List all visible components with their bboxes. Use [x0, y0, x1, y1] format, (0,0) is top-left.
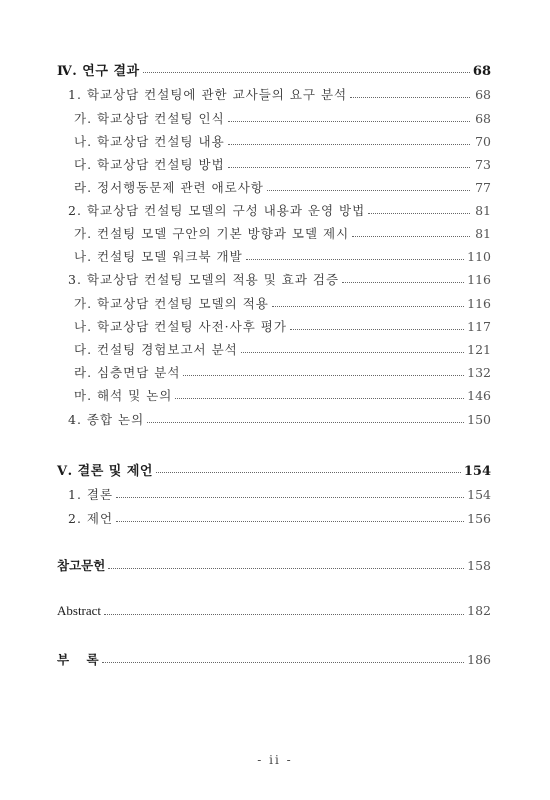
toc-page-number: 68 — [472, 64, 491, 79]
toc-page-number: 77 — [475, 180, 491, 195]
toc-subsection[interactable] — [57, 294, 491, 312]
toc-label: Ⅴ. 결론 및 제언 — [57, 464, 153, 479]
toc-page-number: 81 — [475, 203, 491, 218]
leader-dots — [102, 662, 465, 663]
leader-dots — [104, 614, 464, 615]
toc-label: 부 록 — [57, 652, 99, 667]
toc-label: 2. 제언 — [68, 511, 114, 526]
toc-label: 마. 해석 및 논의 — [74, 388, 173, 403]
toc-subsection[interactable] — [57, 363, 491, 381]
toc-label: 다. 학교상담 컨설팅 방법 — [74, 157, 225, 172]
toc-label: 라. 심층면담 분석 — [74, 365, 181, 380]
toc-section[interactable] — [57, 270, 491, 288]
toc-page-number: 156 — [467, 511, 491, 526]
toc-page-number: 154 — [467, 487, 491, 502]
leader-dots — [116, 521, 464, 522]
toc-section[interactable] — [57, 201, 491, 219]
toc-label: 3. 학교상담 컨설팅 모델의 적용 및 효과 검증 — [68, 272, 340, 287]
toc-page-number: 110 — [467, 249, 491, 264]
leader-dots — [228, 144, 470, 145]
toc-page-number: 81 — [475, 226, 491, 241]
toc-subsection[interactable] — [57, 386, 491, 404]
toc-label: 2. 학교상담 컨설팅 모델의 구성 내용과 운영 방법 — [68, 203, 366, 218]
toc-page-number: 182 — [467, 603, 491, 618]
toc-section[interactable] — [57, 485, 491, 503]
toc-references[interactable] — [57, 556, 491, 574]
toc-label: 1. 결론 — [68, 487, 114, 502]
leader-dots — [290, 329, 464, 330]
leader-dots — [183, 375, 464, 376]
leader-dots — [350, 97, 470, 98]
leader-dots — [342, 282, 464, 283]
leader-dots — [175, 398, 464, 399]
toc-subsection[interactable] — [57, 155, 491, 173]
leader-dots — [143, 72, 470, 73]
toc-label: 참고문헌 — [57, 558, 106, 573]
toc-page-number: 158 — [467, 558, 491, 573]
toc-chapter-5[interactable] — [57, 460, 491, 479]
toc-page-number: 150 — [467, 412, 491, 427]
toc-chapter-4[interactable] — [57, 60, 491, 79]
toc-page-number: 70 — [475, 134, 491, 149]
leader-dots — [108, 568, 464, 569]
toc-section[interactable] — [57, 509, 491, 527]
toc-page-number: 121 — [467, 342, 491, 357]
page-number-footer: - ii - — [257, 753, 293, 767]
toc-label: 나. 컨설팅 모델 워크북 개발 — [74, 249, 243, 264]
leader-dots — [241, 352, 464, 353]
leader-dots — [156, 472, 461, 473]
toc-label: 4. 종합 논의 — [68, 412, 145, 427]
toc-section[interactable] — [57, 410, 491, 428]
toc-subsection[interactable] — [57, 109, 491, 127]
leader-dots — [267, 190, 470, 191]
toc-subsection[interactable] — [57, 247, 491, 265]
toc-label: Ⅳ. 연구 결과 — [57, 64, 140, 79]
toc-label: 가. 학교상담 컨설팅 인식 — [74, 111, 225, 126]
leader-dots — [352, 236, 470, 237]
toc-appendix[interactable] — [57, 650, 491, 668]
toc-label: Abstract — [57, 603, 102, 618]
toc-page-number: 132 — [467, 365, 491, 380]
toc-subsection[interactable] — [57, 317, 491, 335]
toc-page-number: 116 — [467, 296, 491, 311]
toc-subsection[interactable] — [57, 178, 491, 196]
leader-dots — [272, 306, 464, 307]
leader-dots — [368, 213, 470, 214]
toc-label: 나. 학교상담 컨설팅 사전·사후 평가 — [74, 319, 287, 334]
toc-page-number: 116 — [467, 272, 491, 287]
toc-label: 가. 컨설팅 모델 구안의 기본 방향과 모델 제시 — [74, 226, 350, 241]
toc-subsection[interactable] — [57, 224, 491, 242]
toc-page-number: 117 — [467, 319, 491, 334]
toc-page-number: 73 — [475, 157, 491, 172]
toc-page-number: 146 — [467, 388, 491, 403]
toc-label: 1. 학교상담 컨설팅에 관한 교사들의 요구 분석 — [68, 87, 348, 102]
leader-dots — [116, 497, 464, 498]
toc-subsection[interactable] — [57, 132, 491, 150]
leader-dots — [147, 422, 464, 423]
toc-subsection[interactable] — [57, 340, 491, 358]
leader-dots — [228, 167, 470, 168]
toc-page-number: 68 — [475, 87, 491, 102]
toc-page-number: 68 — [475, 111, 491, 126]
leader-dots — [246, 259, 464, 260]
toc-label: 라. 정서행동문제 관련 애로사항 — [74, 180, 264, 195]
leader-dots — [228, 121, 470, 122]
toc-page-number: 186 — [467, 652, 491, 667]
toc-label: 다. 컨설팅 경험보고서 분석 — [74, 342, 238, 357]
toc-label: 가. 학교상담 컨설팅 모델의 적용 — [74, 296, 269, 311]
toc-label: 나. 학교상담 컨설팅 내용 — [74, 134, 225, 149]
toc-abstract[interactable] — [57, 603, 491, 619]
toc-section[interactable] — [57, 85, 491, 103]
toc-page-number: 154 — [463, 464, 491, 479]
